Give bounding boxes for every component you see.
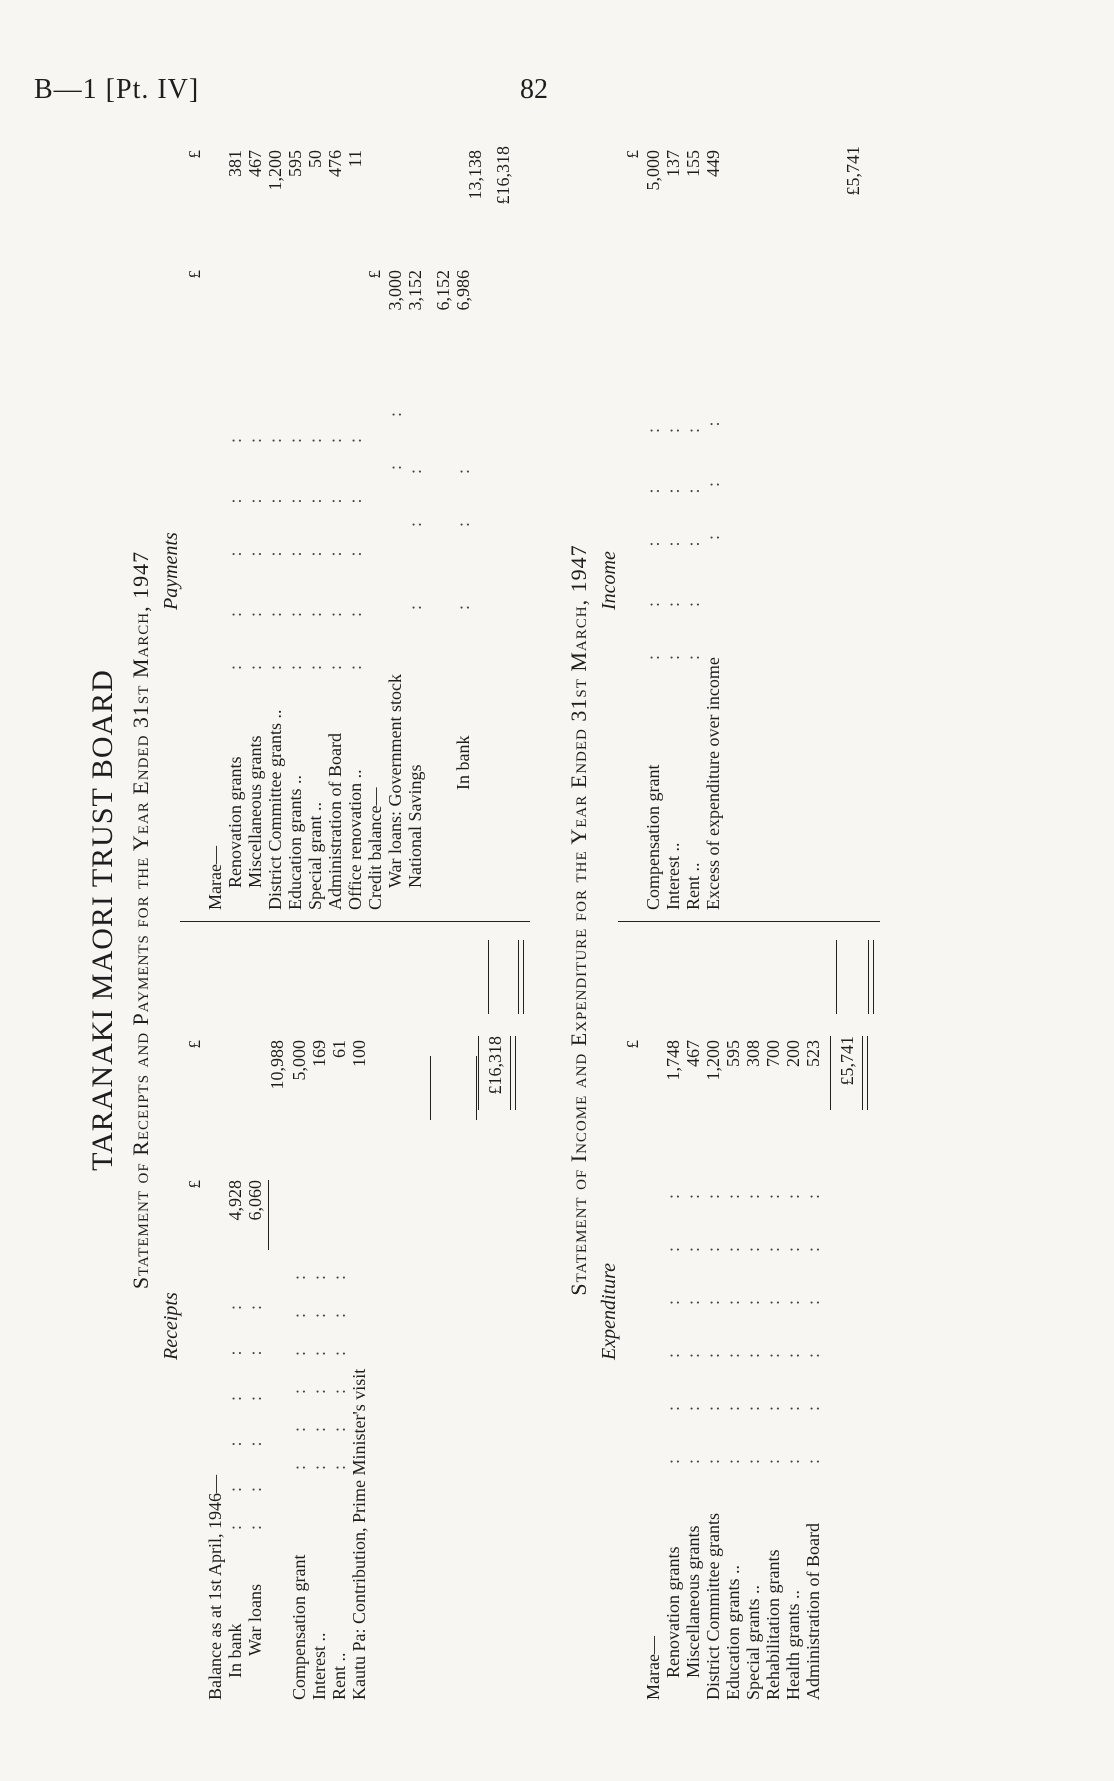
- expenditure-row: [722, 930, 744, 1700]
- receipt-total-amount: 5,000: [289, 1040, 309, 1081]
- receipt-label: Compensation grant: [289, 1554, 309, 1700]
- payment-total-amount: 1,200: [265, 150, 285, 191]
- payments-heading: Payments: [160, 532, 182, 610]
- payment-total-amount: 595: [285, 150, 305, 177]
- expenditure-label: Health grants ..: [783, 1590, 803, 1700]
- expenditure-label: Rehabilitation grants: [763, 1549, 783, 1700]
- leader-dots: : : : : :: [663, 424, 683, 660]
- payment-total-amount: 11: [345, 150, 365, 168]
- leader-dots: : : : : :: [225, 434, 245, 670]
- income-grand-total: £5,741: [843, 146, 863, 196]
- payment-total-amount: 13,138: [465, 150, 485, 200]
- payment-row: [324, 140, 346, 910]
- payment-total-amount: 476: [325, 150, 345, 177]
- payment-row: [284, 140, 306, 910]
- leader-dots: : : :: [453, 465, 473, 610]
- leader-dots: : : : : : :: [703, 1190, 723, 1464]
- receipt-label: Rent ..: [329, 1652, 349, 1700]
- receipts-currency-row: [184, 930, 206, 1700]
- page-number: 82: [520, 74, 548, 105]
- receipt-row: [224, 930, 246, 1700]
- payment-grand-total-row: [492, 140, 514, 910]
- payment-label: In bank: [453, 735, 473, 790]
- currency-symbol: £: [623, 150, 642, 159]
- expenditure-amount: 700: [763, 1040, 783, 1067]
- leader-dots: : : : : : :: [763, 1190, 783, 1464]
- expenditure-row: [742, 930, 764, 1700]
- document-reference: B—1 [Pt. IV]: [34, 74, 200, 105]
- income-amount: 137: [663, 150, 683, 177]
- leader-dots: : : : : :: [245, 434, 265, 670]
- receipts-payments-title: Statement of Receipts and Payments for the Year Ended 31st March, 1947: [128, 550, 153, 1290]
- receipt-label: War loans: [245, 1583, 265, 1656]
- receipts-heading: Receipts: [160, 1292, 182, 1360]
- income-label: Compensation grant: [643, 764, 663, 910]
- income-heading: Income: [598, 551, 620, 610]
- expenditure-row: [762, 930, 784, 1700]
- receipt-row: [204, 930, 226, 1700]
- double-rule: [510, 1036, 516, 1110]
- expenditure-row: [702, 930, 724, 1700]
- payment-sub-amount: 3,000: [385, 270, 405, 311]
- leader-dots: : : : : :: [265, 434, 285, 670]
- receipt-total-amount: 61: [329, 1040, 349, 1058]
- expenditure-row: [642, 930, 664, 1700]
- currency-symbol: £: [623, 1040, 642, 1049]
- receipt-label: Interest ..: [309, 1632, 329, 1700]
- income-amount: 5,000: [643, 150, 663, 191]
- expenditure-row: [682, 930, 704, 1700]
- expenditure-amount: 523: [803, 1040, 823, 1067]
- payment-label: Credit balance—: [365, 787, 385, 910]
- double-rule: [862, 1036, 868, 1110]
- payment-row: [432, 140, 454, 910]
- income-label: Interest ..: [663, 842, 683, 910]
- payment-label: Miscellaneous grants: [245, 735, 265, 888]
- payment-row: [364, 140, 386, 910]
- expenditure-heading: Expenditure: [598, 1262, 620, 1360]
- leader-dots: : :: [385, 408, 405, 470]
- leader-dots: : : : : : :: [783, 1190, 803, 1464]
- expenditure-row: [802, 930, 824, 1700]
- income-currency-row: [622, 140, 644, 910]
- receipt-total-amount: 169: [309, 1040, 329, 1067]
- currency-symbol: £: [185, 1180, 204, 1189]
- income-label: Rent ..: [683, 862, 703, 910]
- leader-dots: : : : : :: [325, 434, 345, 670]
- expenditure-label: Renovation grants: [663, 1546, 683, 1678]
- income-row: [682, 140, 704, 910]
- payments-grand-total: £16,318: [493, 146, 513, 205]
- expenditure-label: District Committee grants: [703, 1513, 723, 1700]
- payment-label: Office renovation ..: [345, 769, 365, 910]
- currency-symbol: £: [185, 150, 204, 159]
- payment-label: Special grant ..: [305, 802, 325, 910]
- payment-row: [384, 140, 406, 910]
- subtotal-rule: [476, 1056, 477, 1120]
- payment-row: [404, 140, 426, 910]
- leader-dots: : : :: [405, 465, 425, 610]
- payment-sub-amount: 6,986: [453, 270, 473, 311]
- receipt-row: [288, 930, 310, 1700]
- receipt-total-amount: 10,988: [267, 1040, 287, 1090]
- payment-sub-amount: 3,152: [405, 270, 425, 311]
- payment-total-amount: 467: [245, 150, 265, 177]
- leader-dots: : : : : : :: [663, 1190, 683, 1464]
- income-grand-total-row: [842, 140, 864, 910]
- page-header: [0, 0, 1114, 120]
- income-row: [642, 140, 664, 910]
- leader-dots: : : : : : :: [683, 1190, 703, 1464]
- leader-dots: : : : : : :: [289, 1271, 309, 1470]
- leader-dots: : : : : : :: [723, 1190, 743, 1464]
- payment-label: War loans: Government stock: [385, 674, 405, 888]
- income-expenditure-title: Statement of Income and Expenditure for the Year Ended 31st March, 1947: [566, 544, 591, 1296]
- income-row: [702, 140, 724, 910]
- receipt-label: Kautu Pa: Contribution, Prime Minister's visit: [349, 1368, 369, 1700]
- payment-row: [264, 140, 286, 910]
- currency-symbol: £: [185, 1040, 204, 1049]
- expenditure-amount: 1,200: [703, 1040, 723, 1081]
- expenditure-currency-row: [622, 930, 644, 1700]
- currency-symbol: £: [185, 270, 204, 279]
- receipt-total-amount: 100: [349, 1040, 369, 1067]
- receipt-sub-amount: 6,060: [245, 1180, 265, 1221]
- payment-label: National Savings: [405, 764, 425, 888]
- receipt-row: [244, 930, 266, 1700]
- expenditure-amount: 467: [683, 1040, 703, 1067]
- expenditure-amount: 200: [783, 1040, 803, 1067]
- expenditure-amount: 1,748: [663, 1040, 683, 1081]
- payment-row: [344, 140, 366, 910]
- leader-dots: : : : : :: [345, 434, 365, 670]
- expenditure-row: [782, 930, 804, 1700]
- income-amount: 155: [683, 150, 703, 177]
- payment-row: [464, 140, 486, 910]
- receipt-label: Balance as at 1st April, 1946—: [205, 1475, 225, 1700]
- receipt-row: [266, 930, 288, 1700]
- expenditure-row: [662, 930, 684, 1700]
- payment-row: [204, 140, 226, 910]
- total-rule: [478, 1036, 479, 1110]
- expenditure-grand-total: £5,741: [837, 1036, 857, 1086]
- receipts-grand-total: £16,318: [485, 1036, 505, 1095]
- payment-label: Education grants ..: [285, 775, 305, 910]
- board-title: TARANAKI MAORI TRUST BOARD: [86, 669, 119, 1171]
- leader-dots: : : : : : :: [245, 1301, 265, 1530]
- expenditure-label: Miscellaneous grants: [683, 1525, 703, 1678]
- leader-dots: : : : : :: [305, 434, 325, 670]
- leader-dots: : : : : :: [643, 424, 663, 660]
- column-divider: [618, 921, 880, 922]
- column-divider: [180, 921, 530, 922]
- payment-label: District Committee grants ..: [265, 709, 285, 910]
- payment-total-amount: 381: [225, 150, 245, 177]
- expenditure-label: Marae—: [643, 1636, 663, 1700]
- income-row: [662, 140, 684, 910]
- total-rule: [488, 940, 489, 1014]
- leader-dots: : : : : : :: [329, 1271, 349, 1470]
- double-rule: [518, 940, 524, 1014]
- income-amount: 449: [703, 150, 723, 177]
- receipt-sub-amount: 4,928: [225, 1180, 245, 1221]
- payment-label: Renovation grants: [225, 756, 245, 888]
- leader-dots: : : : : : :: [309, 1271, 329, 1470]
- total-rule: [836, 940, 837, 1014]
- leader-dots: : : : : : :: [803, 1190, 823, 1464]
- payments-currency-row: [184, 140, 206, 910]
- subtotal-rule: [430, 1056, 431, 1120]
- expenditure-label: Administration of Board: [803, 1523, 823, 1700]
- expenditure-label: Education grants ..: [723, 1565, 743, 1700]
- receipt-row: [328, 930, 350, 1700]
- double-rule: [868, 940, 874, 1014]
- payment-label: Administration of Board: [325, 733, 345, 910]
- leader-dots: : : : : :: [683, 424, 703, 660]
- receipt-row: [348, 930, 370, 1700]
- receipt-label: In bank: [225, 1623, 245, 1678]
- leader-dots: : : : : :: [285, 434, 305, 670]
- receipt-grand-total-row: [484, 930, 506, 1700]
- leader-dots: : : : : : :: [743, 1190, 763, 1464]
- payment-row: [304, 140, 326, 910]
- leader-dots: : : :: [703, 418, 723, 540]
- expenditure-label: Special grants ..: [743, 1585, 763, 1700]
- payment-sub-amount: 6,152: [433, 270, 453, 311]
- rotated-financial-statements: [80, 140, 960, 1700]
- receipt-row: [308, 930, 330, 1700]
- income-label: Excess of expenditure over income: [703, 657, 723, 910]
- payment-row: [244, 140, 266, 910]
- expenditure-grand-total-row: [836, 930, 858, 1700]
- total-rule: [830, 1036, 831, 1110]
- currency-symbol: £: [365, 270, 384, 279]
- payment-row: [224, 140, 246, 910]
- expenditure-amount: 595: [723, 1040, 743, 1067]
- payment-total-amount: 50: [305, 150, 325, 168]
- leader-dots: : : : : : :: [225, 1301, 245, 1530]
- payment-label: Marae—: [205, 846, 225, 910]
- expenditure-amount: 308: [743, 1040, 763, 1067]
